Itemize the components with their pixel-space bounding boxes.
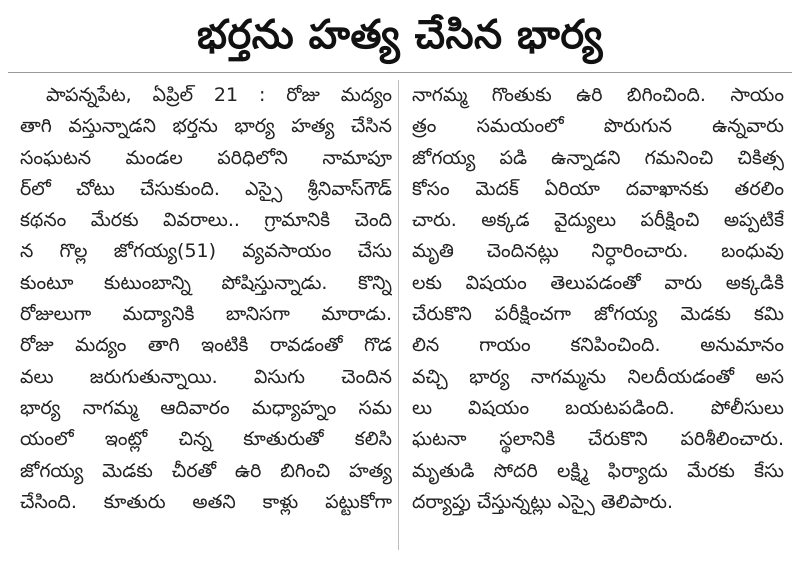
column-divider xyxy=(398,80,399,550)
article-line: ర్‌లో చోటు చేసుకుంది. ఎస్సై శ్రీనివాస్‌గౌడ్ xyxy=(20,177,392,200)
article-line: లిన గాయం కనిపించింది. అనుమానం xyxy=(412,334,784,357)
article-line: మృతి చెందినట్లు నిర్ధారించారు. బంధువు xyxy=(412,240,784,263)
article-line: రోజు మద్యం తాగి ఇంటికి రావడంతో గొడ xyxy=(20,334,392,357)
article-line: లు విషయం బయటపడింది. పోలీసులు xyxy=(412,396,784,419)
right-column xyxy=(412,80,784,518)
article-line: మృతుడి సోదరి లక్ష్మి ఫిర్యాదు మేరకు కేసు xyxy=(412,459,784,482)
article-line: వలు జరుగుతున్నాయి. విసుగు చెందిన xyxy=(20,365,392,388)
article-line: త్రం సమయంలో పొరుగున ఉన్నవారు xyxy=(412,115,784,138)
article-line: చారు. అక్కడ వైద్యులు పరీక్షించి అప్పటికే xyxy=(412,209,784,232)
article-line: జోగయ్య పడి ఉన్నాడని గమనించి చికిత్స xyxy=(412,146,784,169)
article-line: న గొల్ల జోగయ్య(51) వ్యవసాయం చేసు xyxy=(20,240,392,263)
article-line: సంఘటన మండల పరిధిలోని నామాపూ xyxy=(20,146,392,169)
article-line: జోగయ్య మెడకు చీరతో ఉరి బిగించి హత్య xyxy=(20,459,392,482)
article-line: భార్య నాగమ్మ ఆదివారం మధ్యాహ్నం సమ xyxy=(20,396,392,419)
article-line: వచ్చి భార్య నాగమ్మను నిలదీయడంతో అస xyxy=(412,365,784,388)
article-line: కథనం మేరకు వివరాలు.. గ్రామానికి చెంది xyxy=(20,209,392,232)
article-line: కోసం మెదక్ ఏరియా దవాఖానకు తరలిం xyxy=(412,177,784,200)
article-line: దర్యాప్తు చేస్తున్నట్లు ఎస్సై తెలిపారు. xyxy=(412,490,674,513)
article-line: ఘటనా స్థలానికి చేరుకొని పరిశీలించారు. xyxy=(412,428,784,451)
headline: భర్తను హత్య చేసిన భార్య xyxy=(197,12,603,58)
article-line: రోజులుగా మద్యానికి బానిసగా మారాడు. xyxy=(20,303,392,326)
article-line: చేరుకొని పరీక్షించగా జోగయ్య మెడకు కమి xyxy=(412,303,784,326)
article-line: యంలో ఇంట్లో చిన్న కూతురుతో కలిసి xyxy=(20,428,392,451)
headline-divider xyxy=(8,72,792,73)
article-line: నాగమ్మ గొంతుకు ఉరి బిగించింది. సాయం xyxy=(412,84,784,106)
left-column xyxy=(20,80,392,518)
article-line: లకు విషయం తెలుపడంతో వారు అక్కడికి xyxy=(412,271,784,294)
article-line: చేసింది. కూతురు అతని కాళ్లు పట్టుకోగా xyxy=(20,490,392,513)
article-line: తాగి వస్తున్నాడని భర్తను భార్య హత్య చేసిన xyxy=(20,115,392,138)
article-line: కుంటూ కుటుంబాన్ని పోషిస్తున్నాడు. కొన్ని xyxy=(20,271,392,294)
article-line: పాపన్నపేట, ఏప్రిల్ 21 : రోజు మద్యం xyxy=(46,84,392,106)
